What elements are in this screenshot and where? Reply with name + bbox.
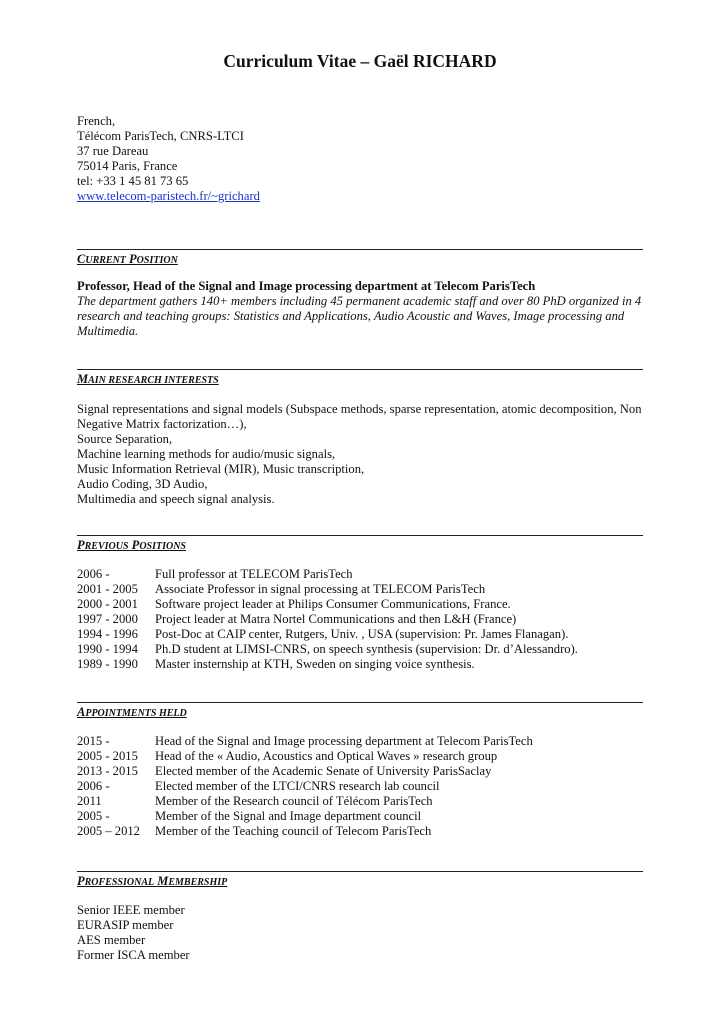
list-item: Senior IEEE member <box>77 903 185 917</box>
section-heading: PROFESSIONAL MEMBERSHIP <box>77 874 228 888</box>
section-heading: APPOINTMENTS HELD <box>77 705 187 719</box>
list-item: Former ISCA member <box>77 948 190 962</box>
list-item: 2006 - Full professor at TELECOM ParisTech <box>77 567 353 581</box>
section-current-position <box>77 249 643 268</box>
research-item: Machine learning methods for audio/music signals, <box>77 447 336 461</box>
section-divider <box>77 249 643 250</box>
current-position-body <box>77 279 643 339</box>
section-heading: CURRENT POSITION <box>77 252 178 266</box>
appointments-list <box>77 734 643 839</box>
section-research-interests <box>77 369 643 388</box>
contact-line: 37 rue Dareau <box>77 144 149 158</box>
list-item: 2011 Member of the Research council of Télécom ParisTech <box>77 794 433 808</box>
research-item: Multimedia and speech signal analysis. <box>77 492 275 506</box>
list-item: 1990 - 1994 Ph.D student at LIMSI-CNRS, on speech synthesis (supervision: Dr. d’Alessandro). <box>77 642 578 656</box>
list-item: AES member <box>77 933 146 947</box>
research-item: Music Information Retrieval (MIR), Music transcription, <box>77 462 365 476</box>
contact-block <box>77 114 260 204</box>
section-divider <box>77 535 643 536</box>
website-link[interactable]: www.telecom-paristech.fr/~grichard <box>77 189 260 203</box>
section-membership <box>77 871 643 890</box>
list-item: 2013 - 2015 Elected member of the Academic Senate of University ParisSaclay <box>77 764 492 778</box>
contact-line: French, <box>77 114 116 128</box>
contact-line: 75014 Paris, France <box>77 159 178 173</box>
section-heading: MAIN RESEARCH INTERESTS <box>77 372 219 386</box>
research-item: Audio Coding, 3D Audio, <box>77 477 208 491</box>
section-appointments <box>77 702 643 721</box>
section-heading: PREVIOUS POSITIONS <box>77 538 186 552</box>
membership-list <box>77 903 643 963</box>
list-item: 1997 - 2000 Project leader at Matra Nortel Communications and then L&H (France) <box>77 612 517 626</box>
position-title: Professor, Head of the Signal and Image processing department at Telecom ParisTech <box>77 279 536 293</box>
list-item: 2006 - Elected member of the LTCI/CNRS research lab council <box>77 779 440 793</box>
section-previous-positions <box>77 535 643 554</box>
section-divider <box>77 369 643 370</box>
list-item: 1989 - 1990 Master insternship at KTH, Sweden on singing voice synthesis. <box>77 657 475 671</box>
list-item: 2015 - Head of the Signal and Image processing department at Telecom ParisTech <box>77 734 533 748</box>
research-interests-body <box>77 402 643 507</box>
section-divider <box>77 871 643 872</box>
contact-line: Télécom ParisTech, CNRS-LTCI <box>77 129 244 143</box>
list-item: 2001 - 2005 Associate Professor in signal processing at TELECOM ParisTech <box>77 582 486 596</box>
list-item: 2005 - Member of the Signal and Image department council <box>77 809 422 823</box>
contact-line: tel: +33 1 45 81 73 65 <box>77 174 189 188</box>
research-item: Signal representations and signal models (Subspace methods, sparse representation, atomic decomposition, Non Negative Matrix factorization…), <box>77 402 642 431</box>
list-item: 1994 - 1996 Post-Doc at CAIP center, Rutgers, Univ. , USA (supervision: Pr. James Flanagan). <box>77 627 569 641</box>
page-title: Curriculum Vitae – Gaël RICHARD <box>223 51 497 71</box>
position-description: The department gathers 140+ members including 45 permanent academic staff and over 80 PhD organized in 4 research and teaching groups: Statistics and Applications, Audio Acoustic and Waves, Image processing and Multimedia. <box>77 294 642 338</box>
list-item: 2005 - 2015 Head of the « Audio, Acoustics and Optical Waves » research group <box>77 749 498 763</box>
previous-positions-list <box>77 567 643 672</box>
research-item: Source Separation, <box>77 432 173 446</box>
list-item: EURASIP member <box>77 918 174 932</box>
section-divider <box>77 702 643 703</box>
list-item: 2005 – 2012 Member of the Teaching council of Telecom ParisTech <box>77 824 432 838</box>
list-item: 2000 - 2001 Software project leader at Philips Consumer Communications, France. <box>77 597 511 611</box>
